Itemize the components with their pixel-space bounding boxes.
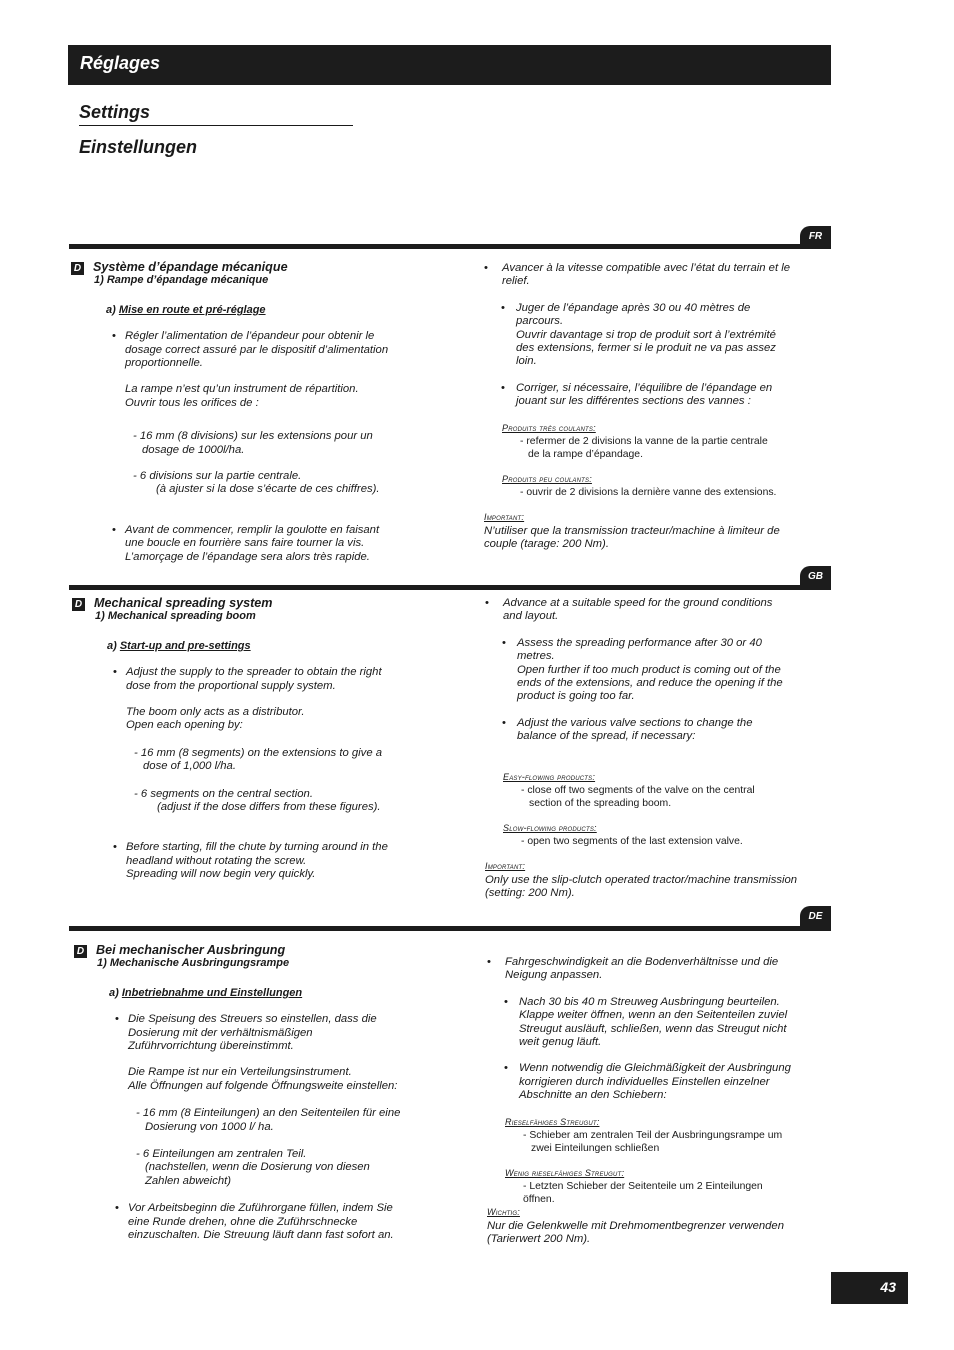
gb-dash-1: - 16 mm (8 segments) on the extensions to give a dose of 1,000 l/ha. [134, 746, 383, 773]
de-r-bullet-2: • Nach 30 bis 40 m Streuweg Ausbringung beurteilen. Klappe weiter öffnen, wenn an den Seitenteilen zuviel Streugut ausläuft, schließen, wenn das Streugut nicht weit genug läuft. [504, 995, 788, 1049]
gb-note-2: Slow-flowing products: - open two segments of the last extension valve. [503, 823, 743, 848]
gb-sub2: a) Start-up and pre-settings [107, 639, 251, 652]
gb-note-1: Easy-flowing products: - close off two segments of the valve on the central section of the spreading boom. [503, 771, 755, 810]
section-rule-fr [69, 244, 831, 249]
gb-bullet-2: • Before starting, fill the chute by turning around in the headland without rotating the screw. Spreading will now begin very quickly. [113, 841, 388, 881]
de-bullet-1: • Die Speisung des Streuers so einstellen, dass die Dosierung mit der verhältnismäßigen Zuführvorrichtung übereinstimmt. [115, 1013, 377, 1053]
fr-sub1: 1) Rampe d’épandage mécanique [94, 274, 269, 287]
de-dash-1: - 16 mm (8 Einteilungen) an den Seitenteilen für eine Dosierung von 1000 l/ ha. [136, 1107, 401, 1133]
fr-important: Important: N’utiliser que la transmission tracteur/machine à limiteur de couple (tarage: 200 Nm). [484, 512, 780, 551]
page-number: 43 [831, 1272, 908, 1304]
gb-r-bullet-1: • Advance at a suitable speed for the ground conditions and layout. [485, 597, 773, 623]
d-icon: D [71, 262, 84, 275]
gb-heading: D Mechanical spreading system [70, 597, 470, 610]
gb-left-column [70, 597, 470, 895]
gb-bullet-1: • Adjust the supply to the spreader to obtain the right dose from the proportional supply system. [113, 666, 382, 692]
fr-r-bullet-1: • Avancer à la vitesse compatible avec l’état du terrain et le relief. [484, 262, 791, 288]
gb-r-bullet-2: • Assess the spreading performance after 30 or 40 metres. Open further if too much product is coming out of the ends of the extensions, and reduce the opening if the product is going too far. [502, 636, 783, 703]
title-bar [68, 45, 831, 85]
d-icon: D [72, 598, 85, 611]
fr-r-bullet-2: • Juger de l’épandage après 30 ou 40 mètres de parcours. Ouvrir davantage si trop de produit sort à l’extrémité des extensions, fermer si le produit ne va pas assez loin. [501, 301, 776, 368]
gb-sub1: 1) Mechanical spreading boom [95, 610, 256, 623]
d-icon: D [74, 945, 87, 958]
gb-dash-2: - 6 segments on the central section. (adjust if the dose differs from these figures). [134, 787, 381, 814]
de-note-2: Wenig rieselfähiges Streugut: - Letzten Schieber der Seitenteile um 2 Einteilungen öffnen. [505, 1168, 763, 1206]
fr-bullet-1: • Régler l’alimentation de l’épandeur pour obtenir le dosage correct assuré par le dispositif d’alimentation proportionnelle. [112, 330, 389, 370]
gb-r-bullet-3: • Adjust the various valve sections to change the balance of the spread, if necessary: [502, 716, 753, 743]
fr-note-2: Produits peu coulants: - ouvrir de 2 divisions la dernière vanne des extensions. [502, 474, 777, 499]
fr-left-column [69, 261, 469, 577]
lang-tab-de: DE [800, 906, 831, 927]
page-title: Réglages [80, 53, 161, 73]
fr-dash-1: - 16 mm (8 divisions) sur les extensions pour un dosage de 1000l/ha. [133, 430, 373, 456]
fr-r-bullet-3: • Corriger, si nécessaire, l’équilibre de l’épandage en jouant sur les différentes sections des vannes : [501, 381, 773, 408]
de-important: Wichtig: Nur die Gelenkwelle mit Drehmomentbegrenzer verwenden (Tarierwert 200 Nm). [487, 1207, 784, 1246]
subtitle-underline [79, 125, 353, 126]
subtitle-settings: Settings [79, 102, 151, 122]
de-note-1: Rieselfähiges Streugut: - Schieber am zentralen Teil der Ausbringungsrampe um zwei Einteilungen schließen [505, 1116, 783, 1155]
de-sub1: 1) Mechanische Ausbringungsrampe [97, 957, 290, 970]
de-dash-2: - 6 Einteilungen am zentralen Teil. (nachstellen, wenn die Dosierung von diesen Zahlen abweicht) [136, 1148, 370, 1187]
de-r-bullet-3: • Wenn notwendig die Gleichmäßigkeit der Ausbringung korrigieren durch individuelles Einstellen einzelner Abschnitte an den Schiebern: [504, 1062, 791, 1102]
fr-dash-2: - 6 divisions sur la partie centrale. (à ajuster si la dose s’écarte de ces chiffres). [133, 470, 380, 496]
gb-right-column [485, 597, 825, 901]
de-left-column [72, 944, 472, 1256]
fr-heading: D Système d’épandage mécanique [69, 261, 469, 274]
fr-bullet-2: • Avant de commencer, remplir la goulotte en faisant une boucle en fourrière sans faire tourner la vis. L’amorçage de l’épandage sera alors très rapide. [112, 523, 380, 563]
gb-important: Important: Only use the slip-clutch operated tractor/machine transmission (setting: 200 Nm). [485, 861, 798, 900]
fr-sub2: a) Mise en route et pré-réglage [106, 303, 266, 316]
lang-tab-gb: GB [800, 566, 831, 587]
section-rule-de [69, 926, 831, 931]
de-bullet-2: • Vor Arbeitsbeginn die Zuführorgane füllen, indem Sie eine Runde drehen, ohne die Zuführschnecke einzuschalten. Die Streuung läuft dann fast sofort an. [115, 1202, 394, 1242]
fr-para-1: La rampe n’est qu’un instrument de répartition. Ouvrir tous les orifices de : [125, 383, 359, 409]
de-para-1: Die Rampe ist nur ein Verteilungsinstrument. Alle Öffnungen auf folgende Öffnungsweite einstellen: [128, 1066, 398, 1092]
subtitle-einstellungen: Einstellungen [79, 137, 198, 157]
de-r-bullet-1: • Fahrgeschwindigkeit an die Bodenverhältnisse und die Neigung anpassen. [487, 956, 779, 982]
de-sub2: a) Inbetriebnahme und Einstellungen [109, 986, 303, 999]
lang-tab-fr: FR [800, 226, 831, 247]
section-rule-gb [69, 585, 831, 590]
gb-para-1: The boom only acts as a distributor. Open each opening by: [126, 706, 305, 732]
de-heading: D Bei mechanischer Ausbringung [72, 944, 472, 957]
fr-note-1: Produits très coulants: - refermer de 2 divisions la vanne de la partie centrale de la rampe d’épandage. [502, 422, 768, 461]
de-right-column [487, 956, 827, 1247]
fr-right-column [484, 262, 824, 552]
